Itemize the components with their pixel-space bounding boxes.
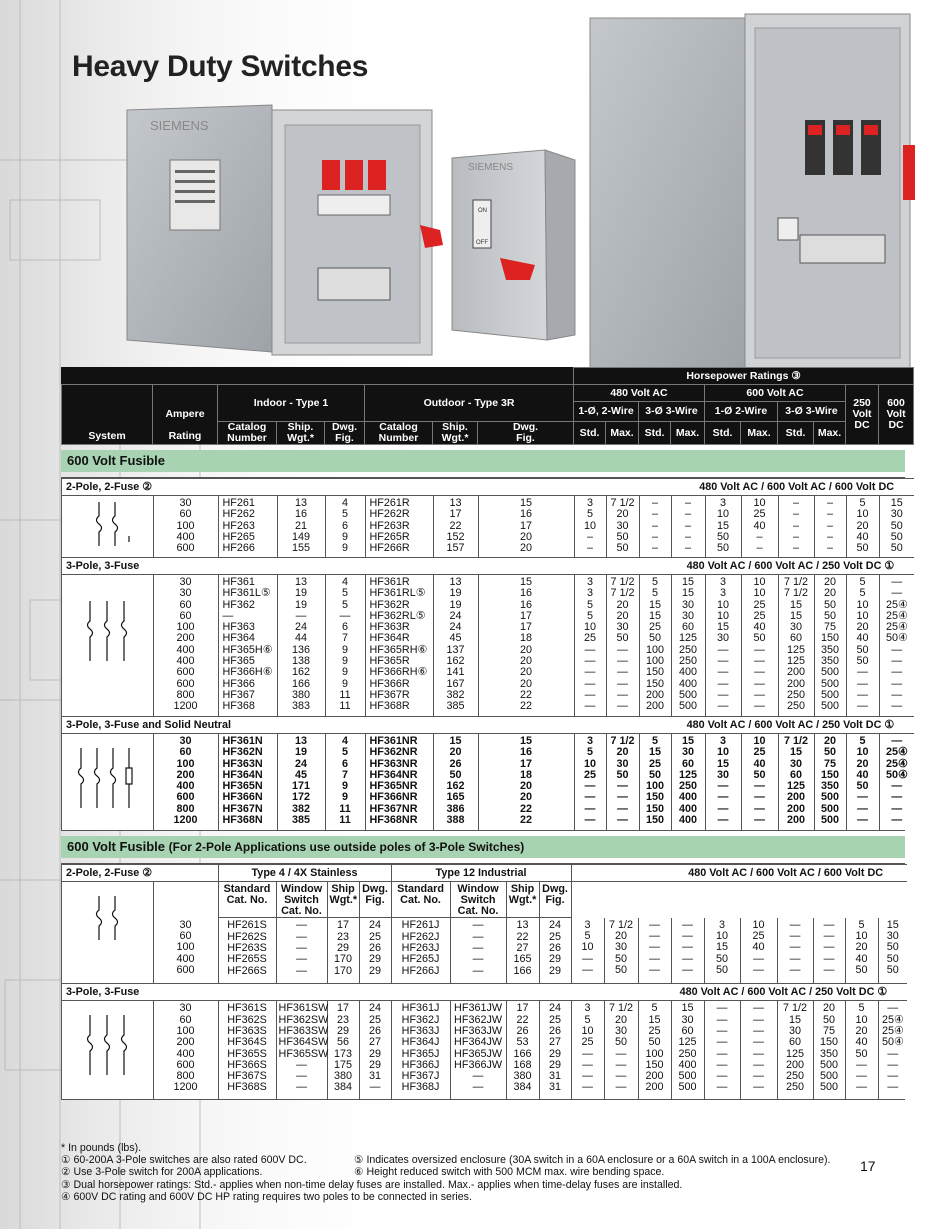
data-col: 15 16 17 18 20 20 22 22 [478, 734, 574, 830]
data-col: 13 16 21 149 155 [277, 496, 325, 558]
dwg-label: Dwg. [512, 421, 539, 433]
footnote: ⑤ Indicates oversized enclosure (30A switch in a 60A enclosure or a 60A switch in a 100A enclosure). [354, 1154, 831, 1167]
data-col: 5 5 15 15 25 50 100 100 150 150 200 200 [639, 575, 671, 717]
data-col: 15 30 50 50 50 [879, 496, 914, 558]
table-row [62, 734, 914, 830]
data-col: – – – – – [671, 496, 705, 558]
data-col: 3 10 15 30 — — — — [705, 734, 741, 830]
data-col: 24 25 26 27 29 29 31 31 [539, 1001, 571, 1099]
number-label: Number [378, 432, 419, 444]
section-voltage: 480 Volt AC / 600 Volt AC / 600 Volt DC [574, 479, 914, 496]
dwg-fig-header: Dwg. Fig. [539, 881, 571, 918]
wire-header-4: 3-Ø 3-Wire [778, 402, 846, 422]
data-col: 13 19 19 — 24 44 136 138 162 166 380 383 [277, 575, 325, 717]
v480ac-header: 480 Volt AC [574, 385, 705, 402]
std-cat-header: Standard Cat. No. [391, 881, 450, 918]
section-band-600v-fusible-2 [61, 836, 905, 858]
data-col: 15 16 16 17 17 18 20 20 20 20 22 22 [478, 575, 574, 717]
data-col: 5 15 25 50 100 150 150 150 [639, 734, 671, 830]
section-voltage: 480 Volt AC / 600 Volt AC / 250 Volt DC ① [571, 984, 907, 1001]
data-col: 3 3 10 10 15 30 — — — — — — [705, 575, 741, 717]
data-col: 7 1/2 20 30 50 — — — — [606, 734, 639, 830]
data-col: 5 10 20 40 50 — — — [845, 1001, 878, 1099]
data-col: 7 1/2 20 30 50 — — — — [604, 1001, 638, 1099]
data-col: 3 10 15 50 50 [704, 918, 740, 984]
catalog-label: Catalog [379, 421, 418, 433]
data-col: 15 20 26 50 162 165 386 388 [433, 734, 478, 830]
specifications-section [61, 367, 908, 1100]
max-header: Max. [814, 422, 846, 445]
footnote: ④ 600V DC rating and 600V DC HP rating requires two poles to be connected in series. [61, 1190, 472, 1203]
std-header: Std. [705, 422, 741, 445]
data-col: — 25④ 25④ 50④ — — — — [878, 1001, 907, 1099]
wgt-label: Wgt.* [287, 432, 314, 444]
window-cat-header: Window Switch Cat. No. [450, 881, 506, 918]
data-col: 7 1/2 20 30 50 50 [604, 918, 638, 984]
data-col: 10 25 40 – – [741, 496, 778, 558]
v600ac-header: 600 Volt AC [705, 385, 846, 402]
horsepower-ratings-header: Horsepower Ratings ③ [574, 368, 914, 385]
cat-col: HF361S HF362S HF363S HF364S HF365S HF366S HF367S HF368S [218, 1001, 276, 1099]
section-band-600v-fusible: 600 Volt Fusible [61, 450, 905, 472]
data-col: 17 22 26 53 166 168 380 384 [506, 1001, 539, 1099]
data-col: 5 5 10 10 20 40 50 50 — — — — [846, 575, 879, 717]
data-col: 5 10 20 40 50 [845, 918, 878, 984]
footnote: ⑥ Height reduced switch with 500 MCM max. wire bending space. [354, 1166, 665, 1179]
amp-col: 30 60 100 400 600 [153, 918, 218, 984]
data-col: 15 16 17 20 20 [478, 496, 574, 558]
data-col: 24 25 26 29 29 [359, 918, 391, 984]
brand-label-2: SIEMENS [468, 162, 514, 173]
wire-header-2: 3-Ø 3-Wire [639, 402, 705, 422]
data-col: HF361JW HF362JW HF363JW HF364JW HF365JW HF366JW — — [450, 1001, 506, 1099]
switch-photo-closed [452, 150, 575, 340]
switch-photo-large [590, 14, 915, 370]
data-col: 4 5 6 9 9 [325, 496, 365, 558]
spec-table-2 [62, 864, 907, 1099]
std-cat-header: Standard Cat. No. [218, 881, 276, 918]
ship-label: Ship. [287, 421, 314, 433]
cat-col: HF361NR HF362NR HF363NR HF364NR HF365NR HF366NR HF367NR HF368NR [365, 734, 433, 830]
wire-header-3: 1-Ø 2-Wire [705, 402, 778, 422]
number-label: Number [227, 432, 267, 444]
cat-col: HF261R HF262R HF263R HF265R HF266R [365, 496, 433, 558]
ship-weight-header [277, 422, 325, 445]
table-row [62, 496, 914, 558]
max-header: Max. [741, 422, 778, 445]
dwg-label: Dwg. [331, 421, 358, 433]
symbol-2pole-icon [62, 496, 153, 558]
section-voltage: 480 Volt AC / 600 Volt AC / 250 Volt DC ① [574, 558, 914, 575]
fig-label: Fig. [516, 432, 535, 444]
cat-col: HF261J HF262J HF263J HF265J HF266J [391, 918, 450, 984]
section-label: 3-Pole, 3-Fuse [62, 984, 571, 1001]
data-col: 15 30 60 125 250 400 400 400 [671, 734, 705, 830]
data-col: — — — — — [671, 918, 704, 984]
v250dc-header: 250 Volt DC [846, 385, 879, 445]
footnote: ③ Dual horsepower ratings: Std.- applies when non-time delay fuses are installed. Max.- applies when time-delay fuses are installed. [61, 1178, 683, 1191]
on-label: ON [478, 208, 487, 214]
data-col: 24 25 26 27 29 29 31 — [359, 1001, 391, 1099]
footnote: ① 60-200A 3-Pole switches are also rated 600V DC. [61, 1154, 307, 1167]
data-col: 15 30 50 50 50 [878, 918, 907, 984]
switch-photo-open [127, 105, 443, 355]
std-header: Std. [778, 422, 814, 445]
data-col: 7 1/2 7 1/2 15 15 30 60 125 125 200 200 250 250 [778, 575, 814, 717]
table-row [62, 918, 907, 984]
data-col: 7 1/2 15 30 60 125 200 200 200 [778, 734, 814, 830]
data-col: 4 5 6 7 9 9 11 11 [325, 734, 365, 830]
data-col: – – – – – [639, 496, 671, 558]
table-box-2 [61, 863, 905, 1100]
symbol-3pole-neutral-icon [62, 734, 153, 830]
data-col: 15 30 60 125 250 400 500 500 [671, 1001, 704, 1099]
amp-col: 30 30 60 60 100 200 400 400 600 600 800 1200 [153, 575, 218, 717]
data-col: — 25④ 25④ 50④ — — — — [879, 734, 914, 830]
table-row [62, 1001, 907, 1099]
data-col: — — — — — — — — [704, 1001, 740, 1099]
data-col: 7 1/2 7 1/2 20 20 30 50 — — — — — — [606, 575, 639, 717]
page-title: Heavy Duty Switches [72, 50, 369, 83]
data-col: 3 5 10 25 — — — — [574, 734, 606, 830]
table-box-1 [61, 477, 908, 831]
type12-header: Type 12 Industrial [391, 864, 571, 881]
data-col: 7 1/2 20 30 50 50 [606, 496, 639, 558]
data-col: 3 3 5 5 10 25 — — — — — — [574, 575, 606, 717]
catalog-label: Catalog [227, 421, 267, 433]
data-col: 13 22 27 165 166 [506, 918, 539, 984]
dwg-fig-header-3r [478, 422, 574, 445]
data-col: 20 20 50 50 75 150 350 350 500 500 500 500 [814, 575, 846, 717]
ship-weight-header-3r [433, 422, 478, 445]
data-col: — — — — — [638, 918, 671, 984]
data-col: 5 10 20 40 50 — — — [846, 734, 879, 830]
data-col: 20 50 75 150 350 500 500 500 [814, 734, 846, 830]
v600dc-header: 600 Volt DC [879, 385, 914, 445]
subheader-row [62, 881, 907, 918]
blank-cell [153, 881, 218, 918]
data-col: — — 25④ 25④ 25④ 50④ — — — — — — [879, 575, 914, 717]
std-header: Std. [574, 422, 606, 445]
amp-col: 30 60 100 200 400 600 800 1200 [153, 734, 218, 830]
outdoor-type3r-header: Outdoor - Type 3R [365, 385, 574, 422]
catalog-number-header [218, 422, 277, 445]
data-col: 5 15 25 50 100 150 200 200 [638, 1001, 671, 1099]
max-header: Max. [606, 422, 639, 445]
section-label: 2-Pole, 2-Fuse ② [62, 864, 218, 881]
catalog-number-header-3r [365, 422, 433, 445]
cat-col: HF361J HF362J HF363J HF364J HF365J HF366J HF367J HF368J [391, 1001, 450, 1099]
data-col: — — — — — [450, 918, 506, 984]
max-header: Max. [671, 422, 705, 445]
cat-col: HF361R HF361RL⑤ HF362R HF362RL⑤ HF363R HF364R HF365RH⑥ HF365R HF366RH⑥ HF366R HF367R HF368R [365, 575, 433, 717]
footnote: ② Use 3-Pole switch for 200A applications. [61, 1166, 263, 1179]
amp-col: 30 60 100 400 600 [153, 496, 218, 558]
spec-table-1 [62, 478, 914, 830]
data-col: 24 25 26 29 29 [539, 918, 571, 984]
data-col: 3 5 10 — — [571, 918, 604, 984]
band-subtitle: (For 2-Pole Applications use outside poles of 3-Pole Switches) [168, 839, 525, 854]
ampere-label: Ampere [165, 408, 205, 420]
band-title: 600 Volt Fusible [67, 838, 166, 854]
data-col: 3 5 10 25 — — — — [571, 1001, 604, 1099]
data-col: — — — — — [777, 918, 813, 984]
data-col: 10 25 40 50 — — — — [741, 734, 778, 830]
std-header: Std. [639, 422, 671, 445]
cat-col: HF261 HF262 HF263 HF265 HF266 [218, 496, 277, 558]
data-col: 10 25 40 — — [740, 918, 777, 984]
data-col: — — — — — — — — [740, 1001, 777, 1099]
dwg-fig-header [325, 422, 365, 445]
data-col: — — — — — [813, 918, 845, 984]
cat-col: HF361N HF362N HF363N HF364N HF365N HF366N HF367N HF368N [218, 734, 277, 830]
data-col: 5 10 20 40 50 [846, 496, 879, 558]
data-col: 3 10 15 50 50 [705, 496, 741, 558]
column-header [61, 367, 914, 445]
data-col: – – – – – [778, 496, 814, 558]
symbol-2pole-icon [62, 918, 153, 984]
data-col: — — — — — [276, 918, 327, 984]
ship-wgt-header: Ship Wgt.* [327, 881, 359, 918]
section-label: 2-Pole, 2-Fuse ② [62, 479, 574, 496]
section-label: 3-Pole, 3-Fuse and Solid Neutral [62, 717, 574, 734]
blank-cell [571, 881, 907, 918]
data-col: 17 23 29 56 173 175 380 384 [327, 1001, 359, 1099]
table-row [62, 575, 914, 717]
data-col: 13 19 19 24 24 45 137 162 141 167 382 385 [433, 575, 478, 717]
brand-label: SIEMENS [150, 118, 209, 133]
window-cat-header: Window Switch Cat. No. [276, 881, 327, 918]
symbol-3pole-icon [62, 575, 153, 717]
data-col: – – – – – [814, 496, 846, 558]
section-voltage: 480 Volt AC / 600 Volt AC / 600 Volt DC [571, 864, 907, 881]
ship-wgt-header: Ship Wgt.* [506, 881, 539, 918]
ampere-rating-header [153, 385, 218, 445]
symbol-3pole-icon [62, 1001, 153, 1099]
data-col: 4 5 5 — 6 7 9 9 9 9 11 11 [325, 575, 365, 717]
data-col: 13 19 24 45 171 172 382 385 [277, 734, 325, 830]
footnotes [61, 1142, 905, 1203]
section-label: 3-Pole, 3-Fuse [62, 558, 574, 575]
data-col: 15 15 30 30 60 125 250 250 400 400 500 500 [671, 575, 705, 717]
cat-col: HF261S HF262S HF263S HF265S HF266S [218, 918, 276, 984]
data-col: 17 23 29 170 170 [327, 918, 359, 984]
off-label: OFF [476, 240, 488, 246]
rating-label: Rating [168, 430, 202, 442]
fig-label: Fig. [335, 432, 354, 444]
data-col: 20 50 75 150 350 500 500 500 [813, 1001, 845, 1099]
data-col: 10 10 25 25 40 50 — — — — — — [741, 575, 778, 717]
section-voltage: 480 Volt AC / 600 Volt AC / 250 Volt DC ① [574, 717, 914, 734]
data-col: 13 17 22 152 157 [433, 496, 478, 558]
ship-label: Ship. [442, 421, 468, 433]
indoor-type1-header: Indoor - Type 1 [218, 385, 365, 422]
cat-col: HF361 HF361L⑤ HF362 — HF363 HF364 HF365H⑥ HF365 HF366H⑥ HF366 HF367 HF368 [218, 575, 277, 717]
dwg-fig-header: Dwg. Fig. [359, 881, 391, 918]
data-col: 7 1/2 15 30 60 125 200 250 250 [777, 1001, 813, 1099]
system-header: System [62, 385, 153, 445]
wire-header-1: 1-Ø, 2-Wire [574, 402, 639, 422]
data-col: HF361SW HF362SW HF363SW HF364SW HF365SW — — — [276, 1001, 327, 1099]
data-col: 3 5 10 – – [574, 496, 606, 558]
amp-col: 30 60 100 200 400 600 800 1200 [153, 1001, 218, 1099]
wgt-label: Wgt.* [441, 432, 469, 444]
type4-header: Type 4 / 4X Stainless [218, 864, 391, 881]
footnote: * In pounds (lbs). [61, 1142, 142, 1154]
page-number: 17 [860, 1158, 876, 1174]
